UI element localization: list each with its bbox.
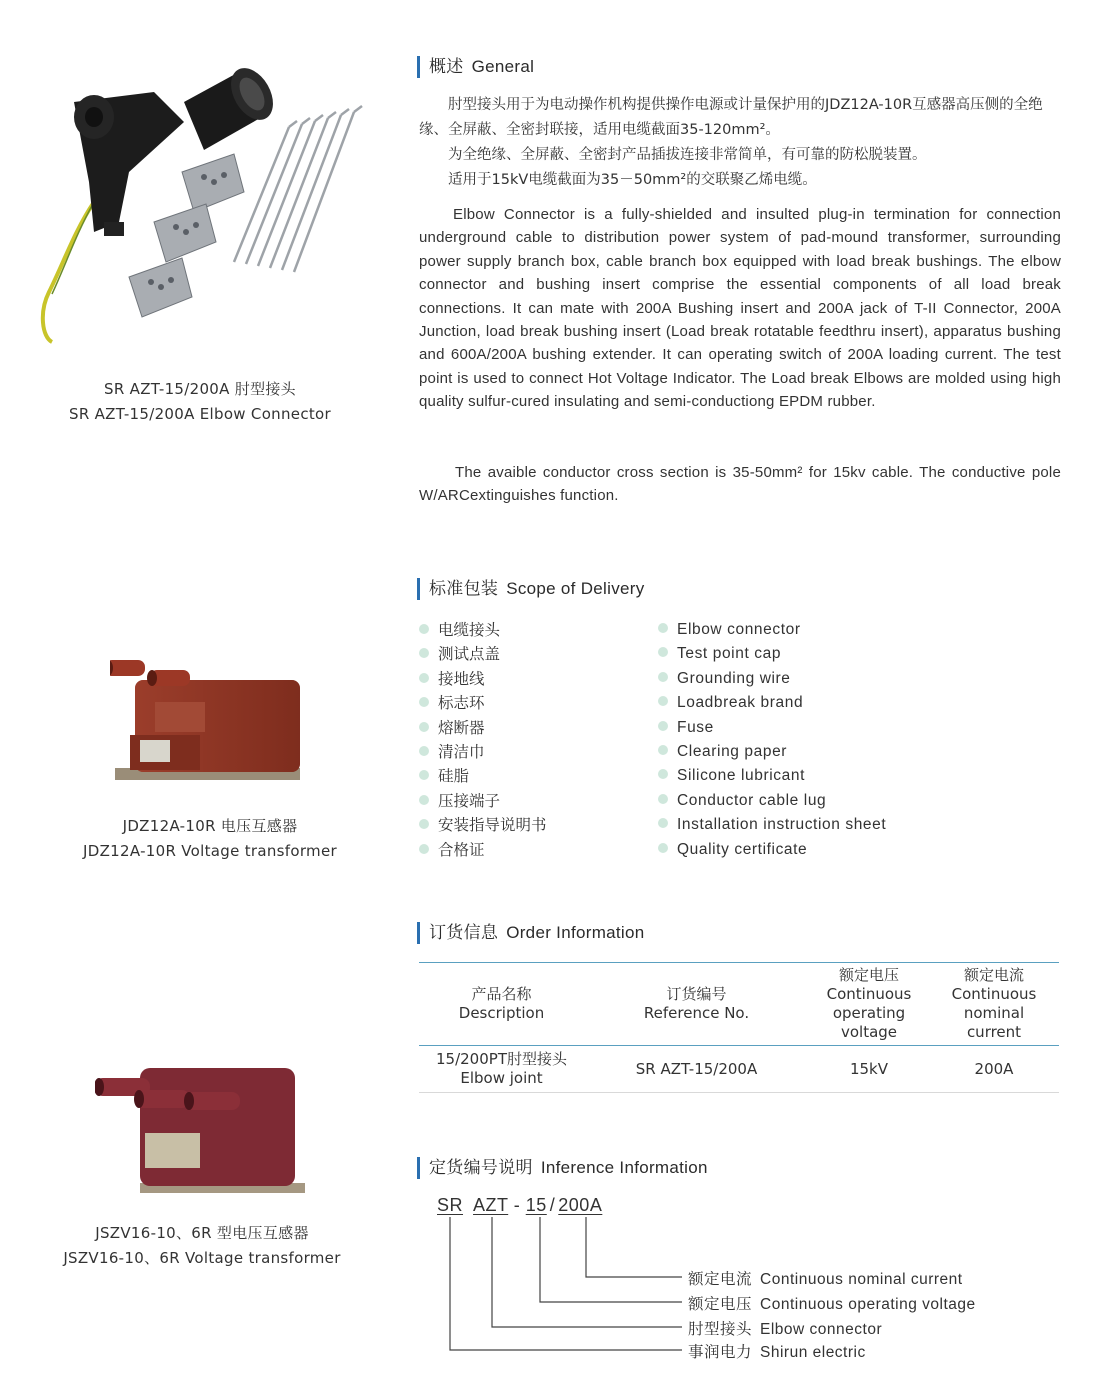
list-item: Test point cap [658,642,886,666]
list-item: Grounding wire [658,667,886,691]
section-heading-order: 订货信息 Order Information [417,922,645,944]
table-header: 产品名称 Description [419,963,584,1046]
scope-list-en [658,618,886,862]
scope-list-cn [419,618,547,862]
order-code: SR AZT - 15 / 200A [437,1195,603,1215]
list-item: Fuse [658,716,886,740]
jszv16-transformer-image [95,1058,315,1203]
list-item: 压接端子 [419,789,547,813]
inference-legend-item: 事润电力 Shirun electric [688,1343,866,1361]
inference-legend-item: 肘型接头 Elbow connector [688,1320,883,1338]
table-header: 额定电压 Continuous operating voltage [809,963,929,1046]
elbow-connector-image [34,62,384,347]
inference-legend-item: 额定电流 Continuous nominal current [688,1270,963,1288]
list-item: Elbow connector [658,618,886,642]
table-row [419,1046,1059,1093]
order-table [419,962,1059,1093]
list-item: Loadbreak brand [658,691,886,715]
code-connector-lines [440,1215,690,1355]
jdz12a-transformer-image [110,640,310,790]
section-heading-inference: 定货编号说明 Inference Information [417,1157,708,1179]
table-cell: 15kV [809,1046,929,1093]
list-item: 安装指导说明书 [419,813,547,837]
list-item: 清洁巾 [419,740,547,764]
section-heading-scope: 标准包装 Scope of Delivery [417,578,645,600]
list-item: Conductor cable lug [658,789,886,813]
code-part: 15 [525,1195,547,1215]
table-header-row [419,963,1059,1046]
general-en-paragraph: Elbow Connector is a fully-shielded and insulted plug-in termination for connection underground cable to distribution power system of pad-mound transformer, surrounding power supply branch box, cable branch box equipped with load break bushings. The elbow connector and bushing insert comprise the essential components of all load break connections. It can mate with 200A Bushing insert and 200A jack of T-II Connector, 200A Junction, load break bushing insert (Load break rotatable feedthru insert), apparatus bushing and 600A/200A bushing extender. It can operating switch of 200A loading current. The test point is used to connect Hot Voltage Indicator. The Load break Elbows are molded using high quality sulfur-cured insulating and semi-conductiong EPDM rubber. [419,206,1061,411]
list-item: 测试点盖 [419,642,547,666]
list-item: Clearing paper [658,740,886,764]
general-en-paragraph: The avaible conductor cross section is 35-50mm² for 15kv cable. The conductive pole W/ARCextinguishes function. [419,464,1061,505]
list-item: Silicone lubricant [658,764,886,788]
table-header: 订货编号 Reference No. [584,963,809,1046]
list-item: 合格证 [419,838,547,862]
table-cell: 200A [929,1046,1059,1093]
list-item: Quality certificate [658,838,886,862]
code-part: 200A [558,1195,603,1215]
general-cn-text: 肘型接头用于为电动操作机构提供操作电源或计量保护用的JDZ12A-10R互感器高压侧的全绝缘、全屏蔽、全密封联接，适用电缆截面35-120mm²。 为全绝缘、全屏蔽、全密封产品插拔连接非常简单，有可靠的防松脱装置。 适用于15kV电缆截面为35－50mm²的交联聚乙烯电缆。 [419,97,1043,188]
product-caption: JDZ12A-10R 电压互感器 JDZ12A-10R Voltage transformer [83,817,337,860]
code-part: AZT [473,1195,509,1215]
inference-legend-item: 额定电压 Continuous operating voltage [688,1295,976,1313]
product-caption: SR AZT-15/200A 肘型接头 SR AZT-15/200A Elbow Connector [69,380,331,423]
table-header: 额定电流 Continuous nominal current [929,963,1059,1046]
list-item: 电缆接头 [419,618,547,642]
code-part: SR [437,1195,464,1215]
table-cell: 15/200PT肘型接头 Elbow joint [419,1046,584,1093]
table-cell: SR AZT-15/200A [584,1046,809,1093]
list-item: 熔断器 [419,716,547,740]
list-item: 硅脂 [419,764,547,788]
list-item: 标志环 [419,691,547,715]
product-caption: JSZV16-10、6R 型电压互感器 JSZV16-10、6R Voltage transformer [63,1224,341,1267]
list-item: 接地线 [419,667,547,691]
section-heading-general: 概述 General [417,56,534,78]
list-item: Installation instruction sheet [658,813,886,837]
